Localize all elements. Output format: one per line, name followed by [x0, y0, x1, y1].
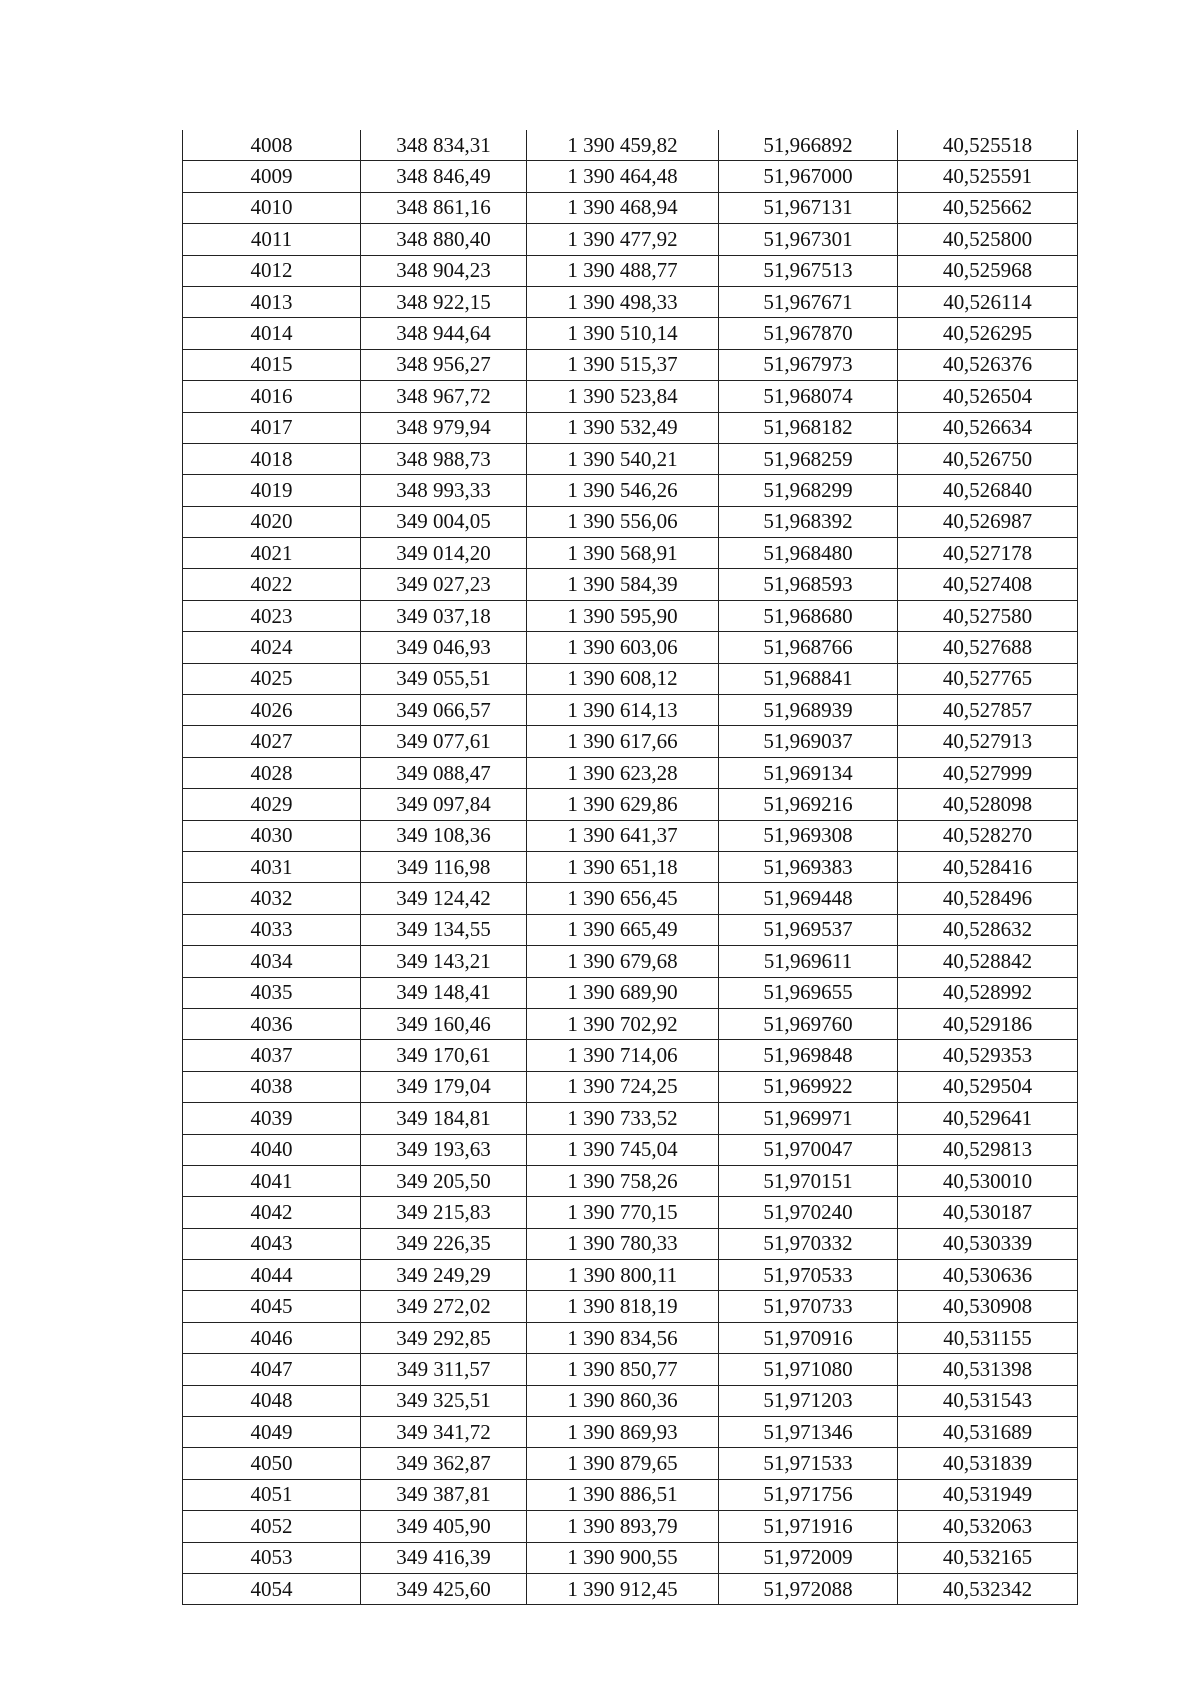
point-number-cell: 4025 [183, 663, 361, 694]
point-number-cell: 4045 [183, 1291, 361, 1322]
coordinates-table [182, 130, 1078, 1605]
latitude-cell: 51,968680 [719, 600, 898, 631]
point-number-cell: 4047 [183, 1354, 361, 1385]
latitude-cell: 51,970332 [719, 1228, 898, 1259]
point-number-cell: 4020 [183, 506, 361, 537]
latitude-cell: 51,968841 [719, 663, 898, 694]
x-coordinate-cell: 349 116,98 [361, 851, 527, 882]
table-row [183, 914, 1078, 945]
longitude-cell: 40,528270 [898, 820, 1078, 851]
longitude-cell: 40,529186 [898, 1008, 1078, 1039]
longitude-cell: 40,527913 [898, 726, 1078, 757]
y-coordinate-cell: 1 390 488,77 [527, 255, 719, 286]
table-row [183, 1542, 1078, 1573]
x-coordinate-cell: 349 179,04 [361, 1071, 527, 1102]
table-row [183, 1354, 1078, 1385]
table-row [183, 757, 1078, 788]
longitude-cell: 40,529353 [898, 1040, 1078, 1071]
latitude-cell: 51,971203 [719, 1385, 898, 1416]
point-number-cell: 4040 [183, 1134, 361, 1165]
x-coordinate-cell: 349 066,57 [361, 695, 527, 726]
table-row [183, 1134, 1078, 1165]
latitude-cell: 51,968593 [719, 569, 898, 600]
point-number-cell: 4035 [183, 977, 361, 1008]
x-coordinate-cell: 349 193,63 [361, 1134, 527, 1165]
point-number-cell: 4034 [183, 946, 361, 977]
longitude-cell: 40,531398 [898, 1354, 1078, 1385]
latitude-cell: 51,969383 [719, 851, 898, 882]
table-row [183, 443, 1078, 474]
latitude-cell: 51,969448 [719, 883, 898, 914]
latitude-cell: 51,970916 [719, 1322, 898, 1353]
latitude-cell: 51,971756 [719, 1479, 898, 1510]
y-coordinate-cell: 1 390 818,19 [527, 1291, 719, 1322]
point-number-cell: 4031 [183, 851, 361, 882]
x-coordinate-cell: 349 341,72 [361, 1417, 527, 1448]
latitude-cell: 51,969134 [719, 757, 898, 788]
table-row [183, 1103, 1078, 1134]
longitude-cell: 40,529641 [898, 1103, 1078, 1134]
x-coordinate-cell: 349 077,61 [361, 726, 527, 757]
point-number-cell: 4052 [183, 1511, 361, 1542]
y-coordinate-cell: 1 390 702,92 [527, 1008, 719, 1039]
x-coordinate-cell: 348 967,72 [361, 381, 527, 412]
x-coordinate-cell: 349 143,21 [361, 946, 527, 977]
y-coordinate-cell: 1 390 860,36 [527, 1385, 719, 1416]
table-row [183, 1165, 1078, 1196]
y-coordinate-cell: 1 390 689,90 [527, 977, 719, 1008]
latitude-cell: 51,969537 [719, 914, 898, 945]
latitude-cell: 51,966892 [719, 130, 898, 161]
latitude-cell: 51,967000 [719, 161, 898, 192]
longitude-cell: 40,530908 [898, 1291, 1078, 1322]
y-coordinate-cell: 1 390 629,86 [527, 789, 719, 820]
longitude-cell: 40,526504 [898, 381, 1078, 412]
longitude-cell: 40,528098 [898, 789, 1078, 820]
y-coordinate-cell: 1 390 745,04 [527, 1134, 719, 1165]
point-number-cell: 4018 [183, 443, 361, 474]
y-coordinate-cell: 1 390 641,37 [527, 820, 719, 851]
point-number-cell: 4043 [183, 1228, 361, 1259]
y-coordinate-cell: 1 390 595,90 [527, 600, 719, 631]
x-coordinate-cell: 348 846,49 [361, 161, 527, 192]
point-number-cell: 4027 [183, 726, 361, 757]
x-coordinate-cell: 349 416,39 [361, 1542, 527, 1573]
latitude-cell: 51,968480 [719, 538, 898, 569]
x-coordinate-cell: 349 405,90 [361, 1511, 527, 1542]
latitude-cell: 51,969760 [719, 1008, 898, 1039]
point-number-cell: 4033 [183, 914, 361, 945]
y-coordinate-cell: 1 390 893,79 [527, 1511, 719, 1542]
latitude-cell: 51,967870 [719, 318, 898, 349]
table-row [183, 1228, 1078, 1259]
point-number-cell: 4014 [183, 318, 361, 349]
table-row [183, 1260, 1078, 1291]
x-coordinate-cell: 349 205,50 [361, 1165, 527, 1196]
longitude-cell: 40,530187 [898, 1197, 1078, 1228]
latitude-cell: 51,967131 [719, 192, 898, 223]
x-coordinate-cell: 349 134,55 [361, 914, 527, 945]
latitude-cell: 51,969971 [719, 1103, 898, 1134]
table-row [183, 192, 1078, 223]
longitude-cell: 40,532342 [898, 1573, 1078, 1604]
latitude-cell: 51,969611 [719, 946, 898, 977]
y-coordinate-cell: 1 390 603,06 [527, 632, 719, 663]
table-row [183, 851, 1078, 882]
table-row [183, 946, 1078, 977]
longitude-cell: 40,530339 [898, 1228, 1078, 1259]
x-coordinate-cell: 349 037,18 [361, 600, 527, 631]
y-coordinate-cell: 1 390 477,92 [527, 224, 719, 255]
x-coordinate-cell: 349 148,41 [361, 977, 527, 1008]
y-coordinate-cell: 1 390 879,65 [527, 1448, 719, 1479]
longitude-cell: 40,528416 [898, 851, 1078, 882]
point-number-cell: 4012 [183, 255, 361, 286]
table-row [183, 381, 1078, 412]
y-coordinate-cell: 1 390 608,12 [527, 663, 719, 694]
y-coordinate-cell: 1 390 515,37 [527, 349, 719, 380]
y-coordinate-cell: 1 390 568,91 [527, 538, 719, 569]
y-coordinate-cell: 1 390 912,45 [527, 1573, 719, 1604]
point-number-cell: 4022 [183, 569, 361, 600]
y-coordinate-cell: 1 390 498,33 [527, 286, 719, 317]
y-coordinate-cell: 1 390 584,39 [527, 569, 719, 600]
y-coordinate-cell: 1 390 540,21 [527, 443, 719, 474]
table-row [183, 1573, 1078, 1604]
y-coordinate-cell: 1 390 714,06 [527, 1040, 719, 1071]
x-coordinate-cell: 348 834,31 [361, 130, 527, 161]
latitude-cell: 51,967973 [719, 349, 898, 380]
table-row [183, 883, 1078, 914]
longitude-cell: 40,525591 [898, 161, 1078, 192]
x-coordinate-cell: 349 425,60 [361, 1573, 527, 1604]
table-row [183, 1008, 1078, 1039]
point-number-cell: 4028 [183, 757, 361, 788]
x-coordinate-cell: 349 124,42 [361, 883, 527, 914]
table-row [183, 318, 1078, 349]
longitude-cell: 40,528632 [898, 914, 1078, 945]
longitude-cell: 40,526840 [898, 475, 1078, 506]
x-coordinate-cell: 349 325,51 [361, 1385, 527, 1416]
point-number-cell: 4039 [183, 1103, 361, 1134]
x-coordinate-cell: 349 108,36 [361, 820, 527, 851]
longitude-cell: 40,531689 [898, 1417, 1078, 1448]
longitude-cell: 40,527857 [898, 695, 1078, 726]
longitude-cell: 40,527408 [898, 569, 1078, 600]
latitude-cell: 51,969922 [719, 1071, 898, 1102]
x-coordinate-cell: 348 993,33 [361, 475, 527, 506]
y-coordinate-cell: 1 390 886,51 [527, 1479, 719, 1510]
point-number-cell: 4049 [183, 1417, 361, 1448]
table-row [183, 538, 1078, 569]
y-coordinate-cell: 1 390 770,15 [527, 1197, 719, 1228]
y-coordinate-cell: 1 390 651,18 [527, 851, 719, 882]
point-number-cell: 4009 [183, 161, 361, 192]
latitude-cell: 51,970151 [719, 1165, 898, 1196]
table-row [183, 977, 1078, 1008]
point-number-cell: 4030 [183, 820, 361, 851]
point-number-cell: 4015 [183, 349, 361, 380]
table-row [183, 632, 1078, 663]
x-coordinate-cell: 349 311,57 [361, 1354, 527, 1385]
longitude-cell: 40,528992 [898, 977, 1078, 1008]
x-coordinate-cell: 349 362,87 [361, 1448, 527, 1479]
x-coordinate-cell: 349 055,51 [361, 663, 527, 694]
longitude-cell: 40,528842 [898, 946, 1078, 977]
point-number-cell: 4053 [183, 1542, 361, 1573]
y-coordinate-cell: 1 390 780,33 [527, 1228, 719, 1259]
y-coordinate-cell: 1 390 800,11 [527, 1260, 719, 1291]
latitude-cell: 51,969308 [719, 820, 898, 851]
table-row [183, 286, 1078, 317]
x-coordinate-cell: 349 184,81 [361, 1103, 527, 1134]
x-coordinate-cell: 349 292,85 [361, 1322, 527, 1353]
y-coordinate-cell: 1 390 656,45 [527, 883, 719, 914]
longitude-cell: 40,525518 [898, 130, 1078, 161]
y-coordinate-cell: 1 390 733,52 [527, 1103, 719, 1134]
x-coordinate-cell: 348 904,23 [361, 255, 527, 286]
point-number-cell: 4029 [183, 789, 361, 820]
longitude-cell: 40,531839 [898, 1448, 1078, 1479]
latitude-cell: 51,969848 [719, 1040, 898, 1071]
x-coordinate-cell: 349 272,02 [361, 1291, 527, 1322]
longitude-cell: 40,528496 [898, 883, 1078, 914]
point-number-cell: 4050 [183, 1448, 361, 1479]
table-row [183, 1511, 1078, 1542]
point-number-cell: 4016 [183, 381, 361, 412]
longitude-cell: 40,527178 [898, 538, 1078, 569]
point-number-cell: 4048 [183, 1385, 361, 1416]
latitude-cell: 51,969216 [719, 789, 898, 820]
y-coordinate-cell: 1 390 834,56 [527, 1322, 719, 1353]
point-number-cell: 4013 [183, 286, 361, 317]
point-number-cell: 4041 [183, 1165, 361, 1196]
x-coordinate-cell: 349 097,84 [361, 789, 527, 820]
longitude-cell: 40,529813 [898, 1134, 1078, 1165]
table-row [183, 1417, 1078, 1448]
point-number-cell: 4010 [183, 192, 361, 223]
longitude-cell: 40,530010 [898, 1165, 1078, 1196]
longitude-cell: 40,525662 [898, 192, 1078, 223]
longitude-cell: 40,526750 [898, 443, 1078, 474]
y-coordinate-cell: 1 390 468,94 [527, 192, 719, 223]
point-number-cell: 4037 [183, 1040, 361, 1071]
y-coordinate-cell: 1 390 724,25 [527, 1071, 719, 1102]
table-row [183, 475, 1078, 506]
table-row [183, 1385, 1078, 1416]
point-number-cell: 4046 [183, 1322, 361, 1353]
y-coordinate-cell: 1 390 850,77 [527, 1354, 719, 1385]
longitude-cell: 40,526987 [898, 506, 1078, 537]
point-number-cell: 4008 [183, 130, 361, 161]
longitude-cell: 40,529504 [898, 1071, 1078, 1102]
longitude-cell: 40,530636 [898, 1260, 1078, 1291]
point-number-cell: 4019 [183, 475, 361, 506]
x-coordinate-cell: 349 226,35 [361, 1228, 527, 1259]
latitude-cell: 51,968299 [719, 475, 898, 506]
latitude-cell: 51,970240 [719, 1197, 898, 1228]
latitude-cell: 51,971533 [719, 1448, 898, 1479]
longitude-cell: 40,525800 [898, 224, 1078, 255]
point-number-cell: 4036 [183, 1008, 361, 1039]
x-coordinate-cell: 349 004,05 [361, 506, 527, 537]
table-row [183, 506, 1078, 537]
table-row [183, 820, 1078, 851]
table-row [183, 1197, 1078, 1228]
table-row [183, 600, 1078, 631]
table-row [183, 1040, 1078, 1071]
x-coordinate-cell: 349 046,93 [361, 632, 527, 663]
latitude-cell: 51,968074 [719, 381, 898, 412]
longitude-cell: 40,526295 [898, 318, 1078, 349]
latitude-cell: 51,970047 [719, 1134, 898, 1165]
latitude-cell: 51,967671 [719, 286, 898, 317]
longitude-cell: 40,532063 [898, 1511, 1078, 1542]
longitude-cell: 40,525968 [898, 255, 1078, 286]
table-row [183, 130, 1078, 161]
table-row [183, 224, 1078, 255]
x-coordinate-cell: 348 861,16 [361, 192, 527, 223]
y-coordinate-cell: 1 390 758,26 [527, 1165, 719, 1196]
point-number-cell: 4011 [183, 224, 361, 255]
latitude-cell: 51,967301 [719, 224, 898, 255]
longitude-cell: 40,527765 [898, 663, 1078, 694]
latitude-cell: 51,969655 [719, 977, 898, 1008]
y-coordinate-cell: 1 390 900,55 [527, 1542, 719, 1573]
latitude-cell: 51,968392 [719, 506, 898, 537]
point-number-cell: 4021 [183, 538, 361, 569]
table-row [183, 1448, 1078, 1479]
longitude-cell: 40,531543 [898, 1385, 1078, 1416]
y-coordinate-cell: 1 390 614,13 [527, 695, 719, 726]
longitude-cell: 40,532165 [898, 1542, 1078, 1573]
longitude-cell: 40,526376 [898, 349, 1078, 380]
y-coordinate-cell: 1 390 459,82 [527, 130, 719, 161]
longitude-cell: 40,527688 [898, 632, 1078, 663]
table-row [183, 695, 1078, 726]
point-number-cell: 4044 [183, 1260, 361, 1291]
latitude-cell: 51,968182 [719, 412, 898, 443]
y-coordinate-cell: 1 390 665,49 [527, 914, 719, 945]
table-row [183, 569, 1078, 600]
x-coordinate-cell: 348 988,73 [361, 443, 527, 474]
point-number-cell: 4054 [183, 1573, 361, 1604]
table-row [183, 161, 1078, 192]
x-coordinate-cell: 349 387,81 [361, 1479, 527, 1510]
point-number-cell: 4032 [183, 883, 361, 914]
latitude-cell: 51,968259 [719, 443, 898, 474]
latitude-cell: 51,968939 [719, 695, 898, 726]
point-number-cell: 4042 [183, 1197, 361, 1228]
y-coordinate-cell: 1 390 510,14 [527, 318, 719, 349]
y-coordinate-cell: 1 390 556,06 [527, 506, 719, 537]
table-row [183, 349, 1078, 380]
table-row [183, 663, 1078, 694]
y-coordinate-cell: 1 390 523,84 [527, 381, 719, 412]
x-coordinate-cell: 349 014,20 [361, 538, 527, 569]
latitude-cell: 51,968766 [719, 632, 898, 663]
point-number-cell: 4024 [183, 632, 361, 663]
latitude-cell: 51,971080 [719, 1354, 898, 1385]
x-coordinate-cell: 348 944,64 [361, 318, 527, 349]
y-coordinate-cell: 1 390 546,26 [527, 475, 719, 506]
y-coordinate-cell: 1 390 464,48 [527, 161, 719, 192]
x-coordinate-cell: 348 922,15 [361, 286, 527, 317]
table-row [183, 1291, 1078, 1322]
y-coordinate-cell: 1 390 617,66 [527, 726, 719, 757]
table-row [183, 789, 1078, 820]
latitude-cell: 51,970533 [719, 1260, 898, 1291]
x-coordinate-cell: 349 160,46 [361, 1008, 527, 1039]
longitude-cell: 40,527999 [898, 757, 1078, 788]
latitude-cell: 51,971346 [719, 1417, 898, 1448]
longitude-cell: 40,526114 [898, 286, 1078, 317]
x-coordinate-cell: 349 088,47 [361, 757, 527, 788]
x-coordinate-cell: 349 027,23 [361, 569, 527, 600]
x-coordinate-cell: 349 215,83 [361, 1197, 527, 1228]
table-row [183, 412, 1078, 443]
table-row [183, 1322, 1078, 1353]
latitude-cell: 51,970733 [719, 1291, 898, 1322]
y-coordinate-cell: 1 390 532,49 [527, 412, 719, 443]
point-number-cell: 4038 [183, 1071, 361, 1102]
point-number-cell: 4051 [183, 1479, 361, 1510]
longitude-cell: 40,531155 [898, 1322, 1078, 1353]
longitude-cell: 40,527580 [898, 600, 1078, 631]
table-row [183, 255, 1078, 286]
x-coordinate-cell: 348 956,27 [361, 349, 527, 380]
longitude-cell: 40,531949 [898, 1479, 1078, 1510]
coordinates-table-body [183, 130, 1078, 1605]
point-number-cell: 4017 [183, 412, 361, 443]
y-coordinate-cell: 1 390 623,28 [527, 757, 719, 788]
y-coordinate-cell: 1 390 869,93 [527, 1417, 719, 1448]
x-coordinate-cell: 349 170,61 [361, 1040, 527, 1071]
longitude-cell: 40,526634 [898, 412, 1078, 443]
table-row [183, 1479, 1078, 1510]
table-row [183, 726, 1078, 757]
latitude-cell: 51,967513 [719, 255, 898, 286]
x-coordinate-cell: 348 979,94 [361, 412, 527, 443]
latitude-cell: 51,969037 [719, 726, 898, 757]
latitude-cell: 51,972088 [719, 1573, 898, 1604]
y-coordinate-cell: 1 390 679,68 [527, 946, 719, 977]
x-coordinate-cell: 349 249,29 [361, 1260, 527, 1291]
point-number-cell: 4026 [183, 695, 361, 726]
latitude-cell: 51,972009 [719, 1542, 898, 1573]
point-number-cell: 4023 [183, 600, 361, 631]
latitude-cell: 51,971916 [719, 1511, 898, 1542]
x-coordinate-cell: 348 880,40 [361, 224, 527, 255]
table-row [183, 1071, 1078, 1102]
